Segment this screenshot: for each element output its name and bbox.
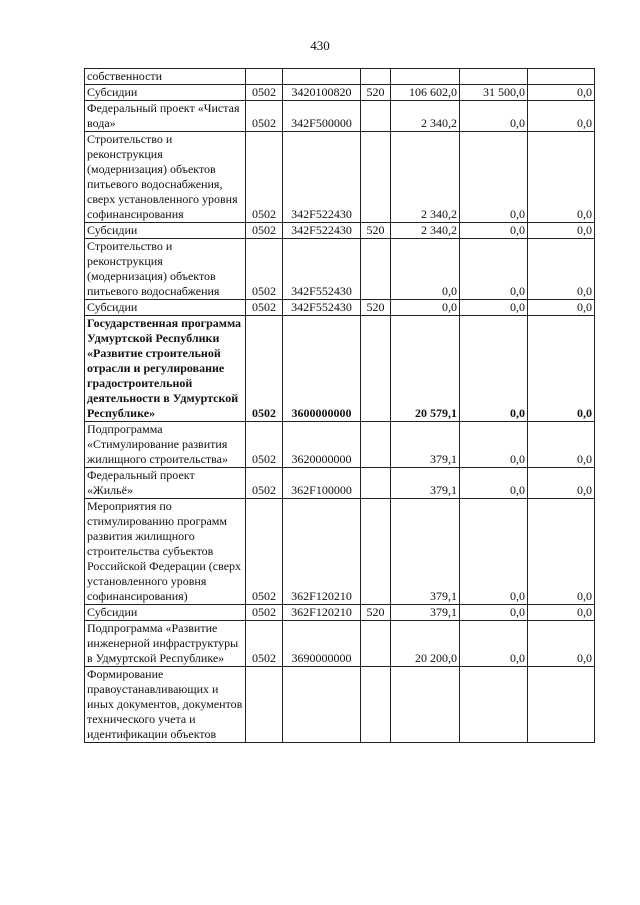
amount-cell-3: 0,0	[528, 239, 595, 300]
table-row	[85, 101, 595, 132]
amount-cell-2: 0,0	[460, 316, 528, 422]
amount-cell-2: 0,0	[460, 132, 528, 223]
amount-cell-3: 0,0	[528, 300, 595, 316]
amount-cell-2	[460, 667, 528, 743]
expense-type-cell: 520	[361, 605, 391, 621]
target-article-cell: 362F120210	[283, 605, 361, 621]
target-article-cell: 3620000000	[283, 422, 361, 468]
target-article-cell	[283, 69, 361, 85]
expense-type-cell	[361, 132, 391, 223]
budget-table-body	[85, 69, 595, 743]
amount-cell-1: 379,1	[391, 499, 460, 605]
amount-cell-1: 2 340,2	[391, 101, 460, 132]
table-row	[85, 468, 595, 499]
section-code-cell: 0502	[246, 316, 283, 422]
amount-cell-2: 0,0	[460, 101, 528, 132]
expense-type-cell	[361, 316, 391, 422]
section-code-cell	[246, 667, 283, 743]
amount-cell-1: 20 579,1	[391, 316, 460, 422]
section-code-cell: 0502	[246, 132, 283, 223]
table-row	[85, 605, 595, 621]
expenditure-name-cell: Федеральный проект «Жильё»	[85, 468, 246, 499]
section-code-cell: 0502	[246, 101, 283, 132]
expenditure-name-cell: Федеральный проект «Чистая вода»	[85, 101, 246, 132]
target-article-cell: 3690000000	[283, 621, 361, 667]
amount-cell-3: 0,0	[528, 605, 595, 621]
table-row	[85, 499, 595, 605]
amount-cell-2	[460, 69, 528, 85]
amount-cell-3	[528, 667, 595, 743]
table-row	[85, 316, 595, 422]
expense-type-cell	[361, 422, 391, 468]
target-article-cell: 342F552430	[283, 300, 361, 316]
target-article-cell: 3420100820	[283, 85, 361, 101]
section-code-cell: 0502	[246, 223, 283, 239]
table-row	[85, 422, 595, 468]
table-row	[85, 621, 595, 667]
section-code-cell: 0502	[246, 300, 283, 316]
amount-cell-2: 0,0	[460, 605, 528, 621]
amount-cell-3: 0,0	[528, 621, 595, 667]
amount-cell-3: 0,0	[528, 316, 595, 422]
expenditure-name-cell: собственности	[85, 69, 246, 85]
section-code-cell: 0502	[246, 239, 283, 300]
amount-cell-1: 379,1	[391, 422, 460, 468]
amount-cell-3: 0,0	[528, 85, 595, 101]
expense-type-cell	[361, 101, 391, 132]
expenditure-name-cell: Мероприятия по стимулированию программ развития жилищного строительства субъектов Российской Федерации (сверх установленного уровня софинансирования)	[85, 499, 246, 605]
table-row	[85, 667, 595, 743]
section-code-cell: 0502	[246, 605, 283, 621]
table-row	[85, 223, 595, 239]
amount-cell-2: 31 500,0	[460, 85, 528, 101]
amount-cell-3: 0,0	[528, 499, 595, 605]
section-code-cell	[246, 69, 283, 85]
amount-cell-1: 2 340,2	[391, 132, 460, 223]
expense-type-cell	[361, 621, 391, 667]
table-row	[85, 239, 595, 300]
expense-type-cell: 520	[361, 85, 391, 101]
target-article-cell: 342F522430	[283, 223, 361, 239]
target-article-cell: 362F100000	[283, 468, 361, 499]
page-number: 430	[310, 38, 330, 53]
amount-cell-2: 0,0	[460, 300, 528, 316]
expense-type-cell: 520	[361, 300, 391, 316]
expense-type-cell	[361, 499, 391, 605]
amount-cell-2: 0,0	[460, 422, 528, 468]
amount-cell-2: 0,0	[460, 468, 528, 499]
amount-cell-3: 0,0	[528, 101, 595, 132]
expense-type-cell: 520	[361, 223, 391, 239]
expense-type-cell	[361, 468, 391, 499]
amount-cell-2: 0,0	[460, 499, 528, 605]
table-row	[85, 300, 595, 316]
section-code-cell: 0502	[246, 422, 283, 468]
amount-cell-1	[391, 69, 460, 85]
expenditure-name-cell: Субсидии	[85, 300, 246, 316]
amount-cell-1: 0,0	[391, 239, 460, 300]
section-code-cell: 0502	[246, 85, 283, 101]
amount-cell-3: 0,0	[528, 132, 595, 223]
amount-cell-1: 2 340,2	[391, 223, 460, 239]
table-row	[85, 69, 595, 85]
amount-cell-2: 0,0	[460, 239, 528, 300]
amount-cell-2: 0,0	[460, 223, 528, 239]
target-article-cell: 342F522430	[283, 132, 361, 223]
amount-cell-3: 0,0	[528, 468, 595, 499]
section-code-cell: 0502	[246, 499, 283, 605]
expenditure-name-cell: Подпрограмма «Развитие инженерной инфраструктуры в Удмуртской Республике»	[85, 621, 246, 667]
expenditure-name-cell: Формирование правоустанавливающих и иных документов, документов технического учета и идентификации объектов	[85, 667, 246, 743]
amount-cell-3	[528, 69, 595, 85]
amount-cell-1: 379,1	[391, 605, 460, 621]
table-row	[85, 85, 595, 101]
target-article-cell: 342F552430	[283, 239, 361, 300]
target-article-cell: 342F500000	[283, 101, 361, 132]
amount-cell-1	[391, 667, 460, 743]
section-code-cell: 0502	[246, 468, 283, 499]
section-code-cell: 0502	[246, 621, 283, 667]
amount-cell-1: 106 602,0	[391, 85, 460, 101]
target-article-cell: 362F120210	[283, 499, 361, 605]
amount-cell-2: 0,0	[460, 621, 528, 667]
amount-cell-3: 0,0	[528, 422, 595, 468]
expense-type-cell	[361, 239, 391, 300]
budget-table	[84, 68, 595, 743]
expenditure-name-cell: Подпрограмма «Стимулирование развития жилищного строительства»	[85, 422, 246, 468]
expenditure-name-cell: Строительство и реконструкция (модернизация) объектов питьевого водоснабжения	[85, 239, 246, 300]
expense-type-cell	[361, 667, 391, 743]
amount-cell-1: 379,1	[391, 468, 460, 499]
target-article-cell: 3600000000	[283, 316, 361, 422]
expenditure-name-cell: Строительство и реконструкция (модернизация) объектов питьевого водоснабжения, сверх установленного уровня софинансирования	[85, 132, 246, 223]
expenditure-name-cell: Субсидии	[85, 85, 246, 101]
expenditure-name-cell: Субсидии	[85, 223, 246, 239]
expense-type-cell	[361, 69, 391, 85]
expenditure-name-cell: Государственная программа Удмуртской Республики «Развитие строительной отрасли и регулирование градостроительной деятельности в Удмуртской Республике»	[85, 316, 246, 422]
target-article-cell	[283, 667, 361, 743]
amount-cell-3: 0,0	[528, 223, 595, 239]
expenditure-name-cell: Субсидии	[85, 605, 246, 621]
amount-cell-1: 0,0	[391, 300, 460, 316]
table-row	[85, 132, 595, 223]
amount-cell-1: 20 200,0	[391, 621, 460, 667]
